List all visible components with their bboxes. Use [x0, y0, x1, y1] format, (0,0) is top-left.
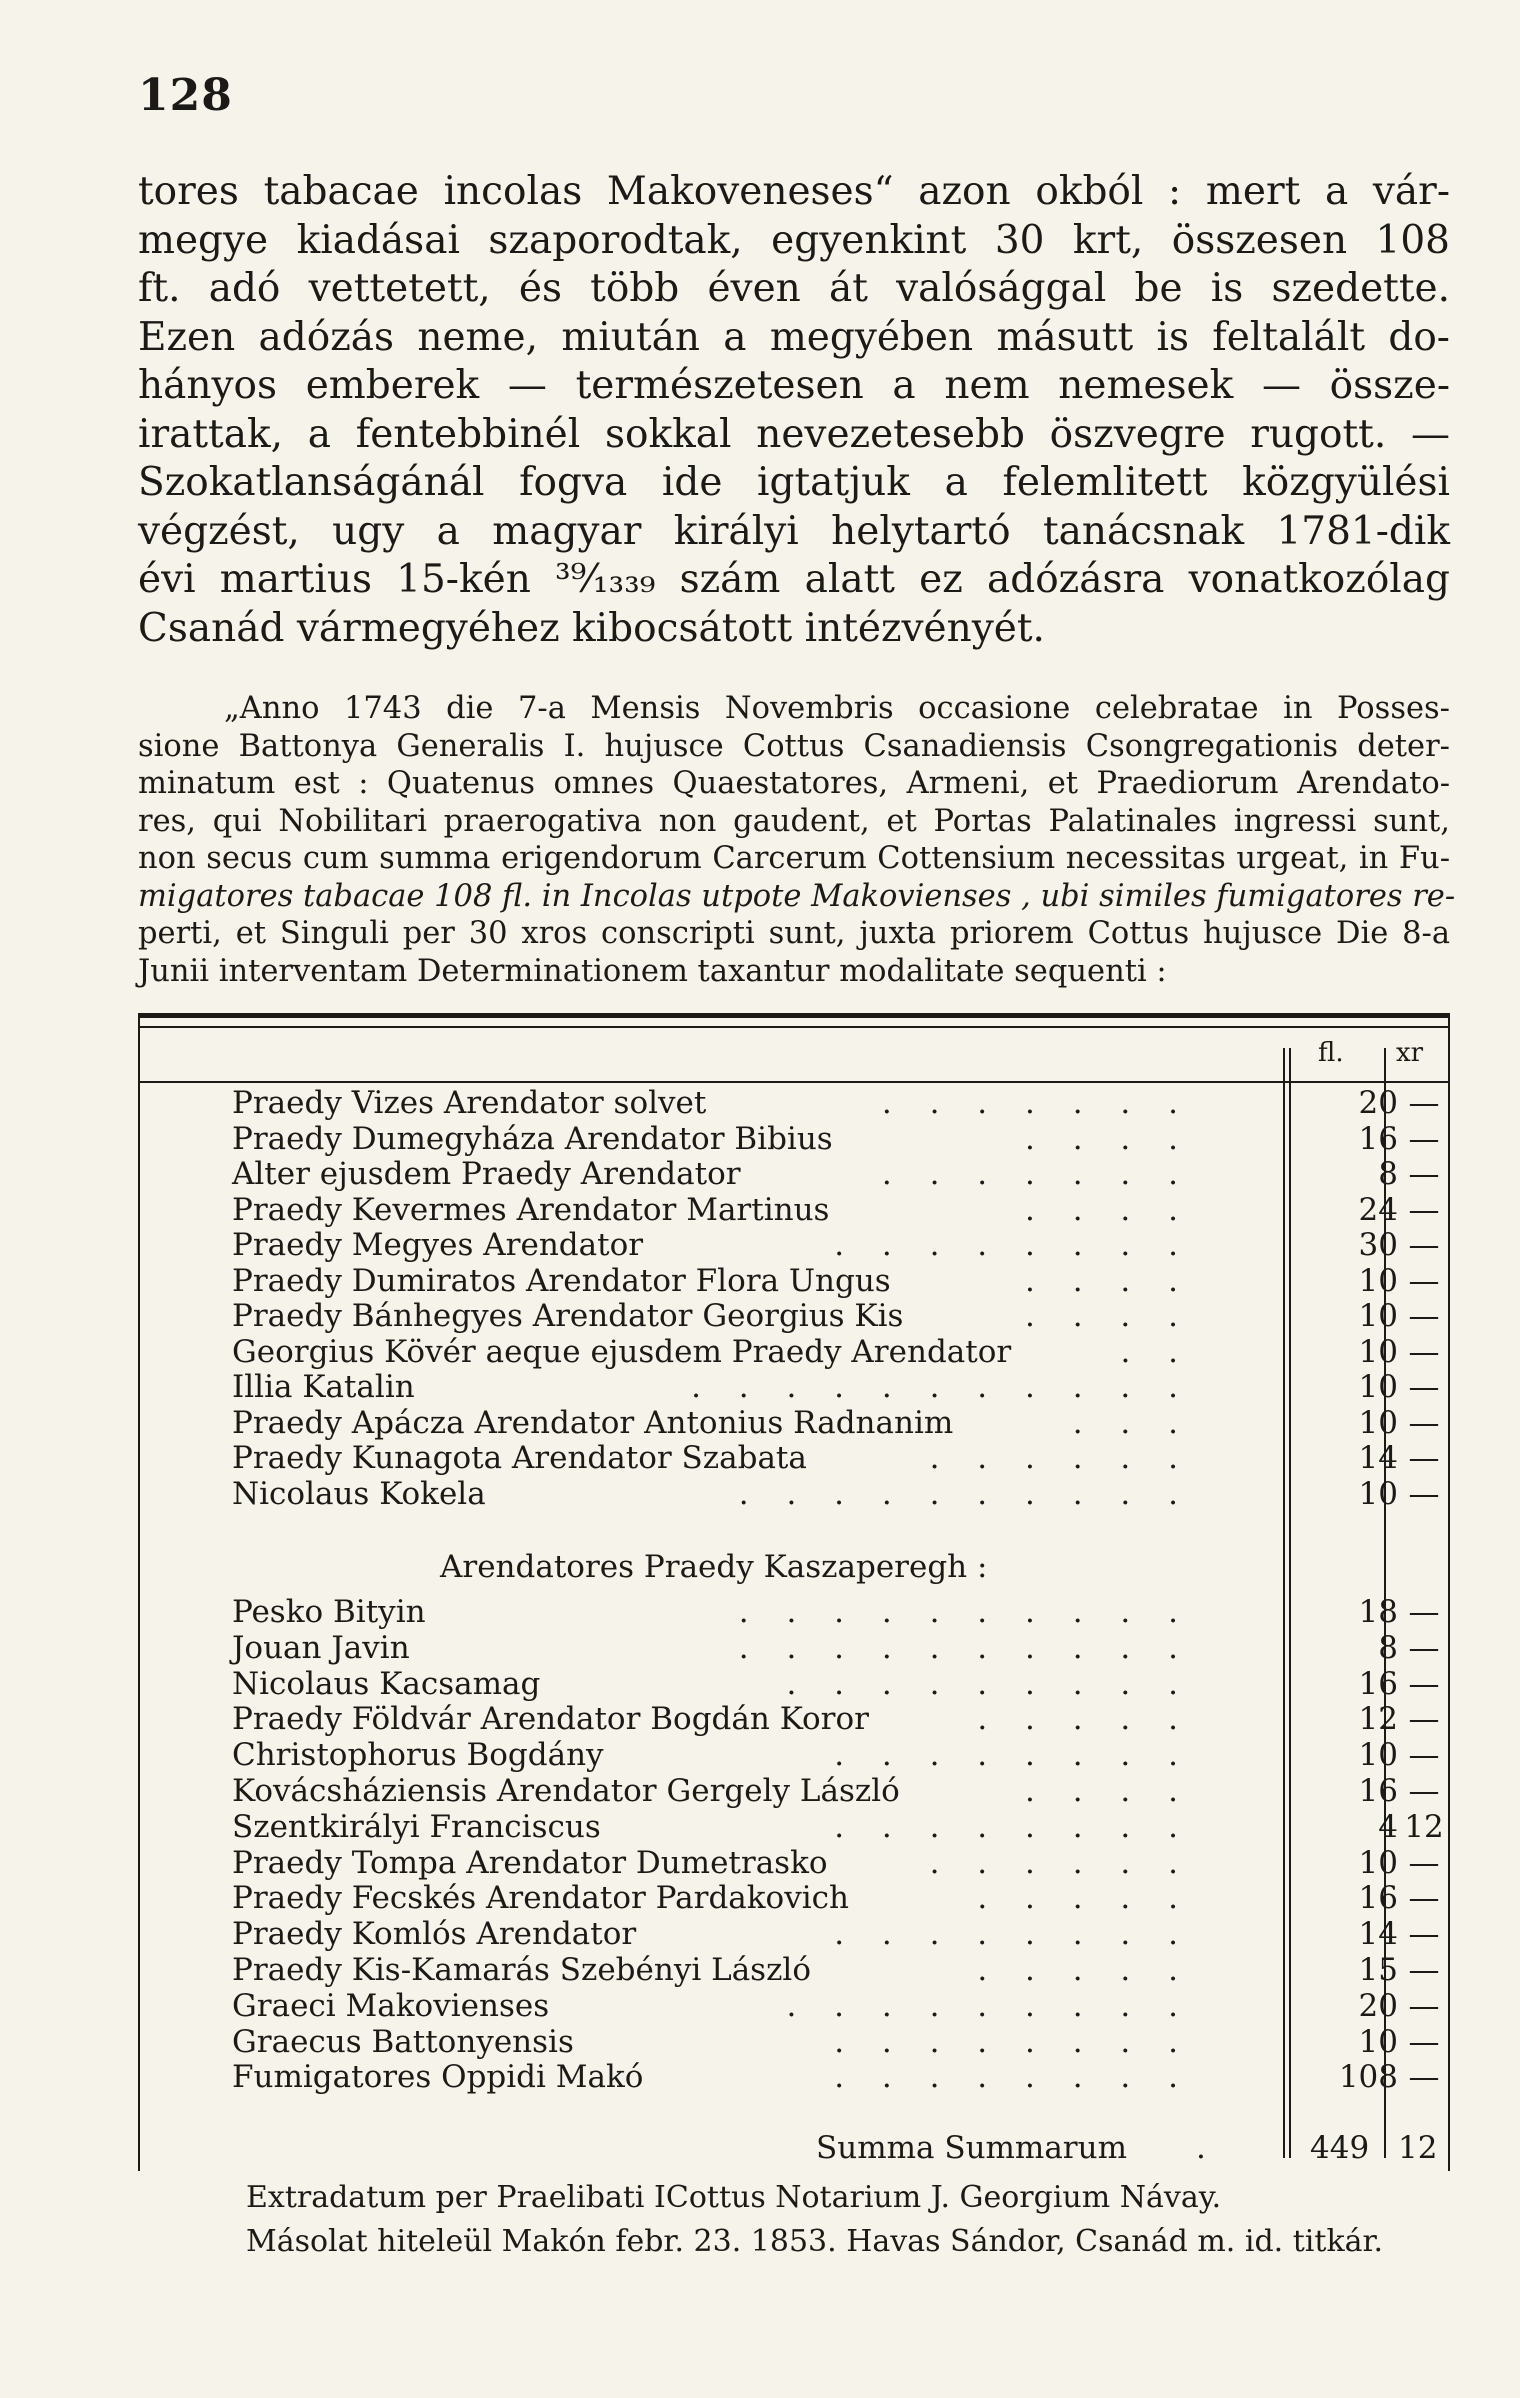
row-leader-dots: . . . . . . [929, 1844, 1192, 1881]
row-fl-value: 10 [1358, 1298, 1398, 1334]
table-row [232, 2024, 1450, 2060]
table-row [232, 1880, 1450, 1916]
row-leader-dots: . . . . . . . . . [786, 1665, 1192, 1702]
row-label: Georgius Kövér aeque ejusdem Praedy Arendator [232, 1333, 1012, 1370]
row-label: Alter ejusdem Praedy Arendator [232, 1156, 741, 1192]
table-row [232, 1630, 1450, 1666]
row-fl-value: 16 [1358, 1880, 1398, 1917]
row-leader-dots: . . . . [1025, 1262, 1192, 1299]
row-xr-value: — [1408, 1952, 1440, 1988]
table-row [232, 1085, 1450, 1121]
table-row [232, 1701, 1450, 1737]
table-row [232, 2059, 1450, 2095]
row-label: Praedy Földvár Arendator Bogdán Koror [232, 1701, 869, 1738]
row-leader-dots: . . . . . [977, 1880, 1192, 1917]
row-fl-value: 12 [1358, 1701, 1398, 1738]
summa-dot: . [1196, 2130, 1206, 2166]
table-row [232, 1369, 1450, 1405]
body-line: ft. adó vettetett, és több éven át valósággal be is szedette. [138, 266, 1450, 311]
row-leader-dots: . . . [1072, 1404, 1192, 1441]
summa-label: Summa Summarum [816, 2130, 1127, 2166]
row-leader-dots: . . . . [1025, 1120, 1192, 1157]
latin-line: migatores tabacae 108 fl. in Incolas utpote Makovienses , ubi similes fumigatores re- [138, 878, 1456, 914]
table-row [232, 1988, 1450, 2024]
row-fl-value: 4 [1378, 1808, 1398, 1845]
latin-line: sione Battonya Generalis I. hujusce Cottus Csanadiensis Csongregationis deter- [138, 728, 1450, 764]
body-paragraph [138, 168, 1450, 653]
table-row [232, 1405, 1450, 1441]
row-xr-value: — [1408, 1369, 1440, 1405]
row-fl-value: 18 [1358, 1594, 1398, 1630]
row-xr-value: — [1408, 1085, 1440, 1121]
row-leader-dots: . . . . . . . [881, 1156, 1192, 1192]
row-fl-value: 10 [1358, 2023, 1398, 2060]
row-xr-value: — [1408, 1333, 1440, 1370]
row-label: Praedy Vizes Arendator solvet [232, 1085, 707, 1121]
row-xr-value: — [1408, 1629, 1440, 1666]
table-header-rule [138, 1081, 1450, 1083]
table-row [232, 1227, 1450, 1263]
row-leader-dots: . . . . [1025, 1191, 1192, 1228]
row-fl-value: 10 [1358, 1737, 1398, 1774]
table-row [232, 1809, 1450, 1845]
body-line: Csanád vármegyéhez kibocsátott intézvényét. [138, 605, 1045, 651]
row-fl-value: 10 [1358, 1262, 1398, 1299]
latin-line: minatum est : Quatenus omnes Quaestatores, Armeni, et Praediorum Arendato- [138, 766, 1450, 801]
body-line: Szokatlanságánál fogva ide igtatjuk a felemlitett közgyülési [138, 460, 1450, 505]
row-leader-dots: . . . . [1025, 1298, 1192, 1334]
row-label: Nicolaus Kokela [232, 1475, 486, 1512]
row-label: Praedy Apácza Arendator Antonius Radnanim [232, 1404, 954, 1441]
row-xr-value: 12 [1404, 1808, 1444, 1845]
row-xr-value: — [1408, 1440, 1440, 1476]
row-label: Praedy Kevermes Arendator Martinus [232, 1191, 830, 1228]
row-label: Fumigatores Oppidi Makó [232, 2059, 644, 2096]
row-fl-value: 10 [1358, 1475, 1398, 1512]
row-xr-value: — [1408, 1701, 1440, 1738]
row-fl-value: 10 [1358, 1369, 1398, 1405]
body-line: évi martius 15-kén ³⁹⁄₁₃₃₉ szám alatt ez adózásra vonatkozólag [138, 557, 1450, 602]
row-fl-value: 10 [1358, 1844, 1398, 1881]
row-fl-value: 14 [1358, 1440, 1398, 1476]
row-leader-dots: . . . . . . . . [834, 1916, 1192, 1953]
row-leader-dots: . . [1120, 1333, 1192, 1370]
row-fl-value: 20 [1358, 1987, 1398, 2024]
row-leader-dots: . . . . . . . . [834, 1737, 1192, 1774]
row-leader-dots: . . . . . . . . . . [738, 1629, 1192, 1666]
row-xr-value: — [1408, 1120, 1440, 1157]
row-xr-value: — [1408, 1262, 1440, 1299]
table-row [232, 1121, 1450, 1157]
row-label: Praedy Bánhegyes Arendator Georgius Kis [232, 1298, 904, 1334]
row-xr-value: — [1408, 1880, 1440, 1917]
row-leader-dots: . . . . . . . [881, 1085, 1192, 1121]
row-xr-value: — [1408, 2059, 1440, 2096]
row-xr-value: — [1408, 1594, 1440, 1630]
row-xr-value: — [1408, 1773, 1440, 1809]
latin-line: non secus cum summa erigendorum Carcerum Cottensium necessitas urgeat, in Fu- [138, 841, 1450, 876]
row-xr-value: — [1408, 1156, 1440, 1192]
column-header-fl: fl. [1318, 1038, 1344, 1068]
row-leader-dots: . . . . . . . . [834, 2059, 1192, 2096]
body-line: tores tabacae incolas Makoveneses“ azon okból : mert a vár- [138, 169, 1450, 214]
table-top-rule-2 [138, 1026, 1450, 1028]
row-fl-value: 16 [1358, 1665, 1398, 1702]
table-row [232, 1476, 1450, 1512]
summa-xr: 12 [1398, 2130, 1438, 2166]
row-fl-value: 10 [1358, 1404, 1398, 1441]
row-xr-value: — [1408, 1298, 1440, 1334]
row-label: Praedy Tompa Arendator Dumetrasko [232, 1844, 828, 1881]
table-row [232, 1845, 1450, 1881]
table-row [232, 1192, 1450, 1228]
row-fl-value: 20 [1358, 1085, 1398, 1121]
row-fl-value: 16 [1358, 1773, 1398, 1809]
row-leader-dots: . . . . . . . . . . [738, 1594, 1192, 1630]
row-leader-dots: . . . . . . . . . [786, 1987, 1192, 2024]
row-label: Praedy Kis-Kamarás Szebényi László [232, 1952, 811, 1988]
row-label: Christophorus Bogdány [232, 1737, 604, 1774]
latin-line: res, qui Nobilitari praerogativa non gaudent, et Portas Palatinales ingressi sunt, [138, 803, 1450, 839]
row-xr-value: — [1408, 1665, 1440, 1702]
body-line: végzést, ugy a magyar királyi helytartó tanácsnak 1781-dik [138, 508, 1450, 554]
row-xr-value: — [1408, 1987, 1440, 2024]
body-line: Ezen adózás neme, miután a megyében másutt is feltalált do- [138, 314, 1450, 360]
table-row [232, 1737, 1450, 1773]
row-xr-value: — [1408, 1404, 1440, 1441]
table-top-rule [138, 1013, 1450, 1018]
footer-line-2: Másolat hiteleül Makón febr. 23. 1853. Havas Sándor, Csanád m. id. titkár. [246, 2224, 1384, 2259]
row-label: Praedy Komlós Arendator [232, 1916, 637, 1953]
row-label: Praedy Dumegyháza Arendator Bibius [232, 1120, 833, 1157]
column-header-xr: xr [1396, 1038, 1424, 1068]
row-leader-dots: . . . . . [977, 1952, 1192, 1988]
row-fl-value: 24 [1358, 1191, 1398, 1228]
row-xr-value: — [1408, 1844, 1440, 1881]
row-xr-value: — [1408, 1191, 1440, 1228]
row-leader-dots: . . . . . . [929, 1440, 1192, 1476]
table-row [232, 1440, 1450, 1476]
row-leader-dots: . . . . . . . . [834, 1227, 1192, 1263]
row-label: Praedy Fecskés Arendator Pardakovich [232, 1880, 849, 1917]
row-label: Szentkirályi Franciscus [232, 1808, 601, 1845]
page-number: 128 [138, 70, 233, 121]
table-row [232, 1334, 1450, 1370]
row-leader-dots: . . . . . . . . . . . [691, 1369, 1192, 1405]
table-subheading: Arendatores Praedy Kaszaperegh : [440, 1549, 988, 1585]
table-row [232, 1156, 1450, 1192]
row-leader-dots: . . . . . [977, 1701, 1192, 1738]
body-line: irattak, a fentebbinél sokkal nevezetesebb öszvegre rugott. — [138, 411, 1450, 457]
latin-line: perti, et Singuli per 30 xros conscripti sunt, juxta priorem Cottus hujusce Die 8-a [138, 916, 1450, 951]
row-label: Pesko Bityin [232, 1594, 426, 1630]
row-xr-value: — [1408, 1916, 1440, 1953]
body-line: hányos emberek — természetesen a nem nemesek — össze- [138, 363, 1450, 408]
row-leader-dots: . . . . . . . . [834, 2023, 1192, 2060]
row-label: Kovácsháziensis Arendator Gergely László [232, 1773, 900, 1809]
row-fl-value: 8 [1378, 1629, 1398, 1666]
table-row [232, 1952, 1450, 1988]
latin-line: Junii interventam Determinationem taxantur modalitate sequenti : [138, 953, 1167, 989]
row-label: Nicolaus Kacsamag [232, 1665, 541, 1702]
row-fl-value: 16 [1358, 1120, 1398, 1157]
body-line: megye kiadásai szaporodtak, egyenkint 30 krt, összesen 108 [138, 217, 1450, 263]
row-label: Jouan Javin [232, 1629, 410, 1666]
table-left-border [138, 1013, 140, 2171]
row-label: Praedy Kunagota Arendator Szabata [232, 1440, 807, 1476]
row-xr-value: — [1408, 1475, 1440, 1512]
row-leader-dots: . . . . . . . . [834, 1808, 1192, 1845]
table-row [232, 1773, 1450, 1809]
footer-line-1: Extradatum per Praelibati ICottus Notarium J. Georgium Návay. [246, 2180, 1222, 2215]
row-fl-value: 30 [1358, 1227, 1398, 1263]
row-label: Graecus Battonyensis [232, 2023, 574, 2060]
row-label: Graeci Makovienses [232, 1987, 550, 2024]
row-label: Illia Katalin [232, 1369, 415, 1405]
table-row [232, 1298, 1450, 1334]
row-leader-dots: . . . . [1025, 1773, 1192, 1809]
table-row [232, 1666, 1450, 1702]
row-fl-value: 15 [1358, 1952, 1398, 1988]
row-fl-value: 14 [1358, 1916, 1398, 1953]
row-xr-value: — [1408, 2023, 1440, 2060]
table-row [232, 1916, 1450, 1952]
latin-line: „Anno 1743 die 7-a Mensis Novembris occasione celebratae in Posses- [224, 691, 1450, 726]
latin-quote [138, 690, 1456, 990]
row-fl-value: 8 [1378, 1156, 1398, 1192]
table-row [232, 1594, 1450, 1630]
summa-fl: 449 [1310, 2130, 1370, 2166]
table-row [232, 1263, 1450, 1299]
row-fl-value: 10 [1358, 1333, 1398, 1370]
row-xr-value: — [1408, 1737, 1440, 1774]
row-label: Praedy Megyes Arendator [232, 1227, 644, 1263]
row-fl-value: 108 [1338, 2059, 1398, 2096]
row-xr-value: — [1408, 1227, 1440, 1263]
row-label: Praedy Dumiratos Arendator Flora Ungus [232, 1262, 891, 1299]
row-leader-dots: . . . . . . . . . . [738, 1475, 1192, 1512]
